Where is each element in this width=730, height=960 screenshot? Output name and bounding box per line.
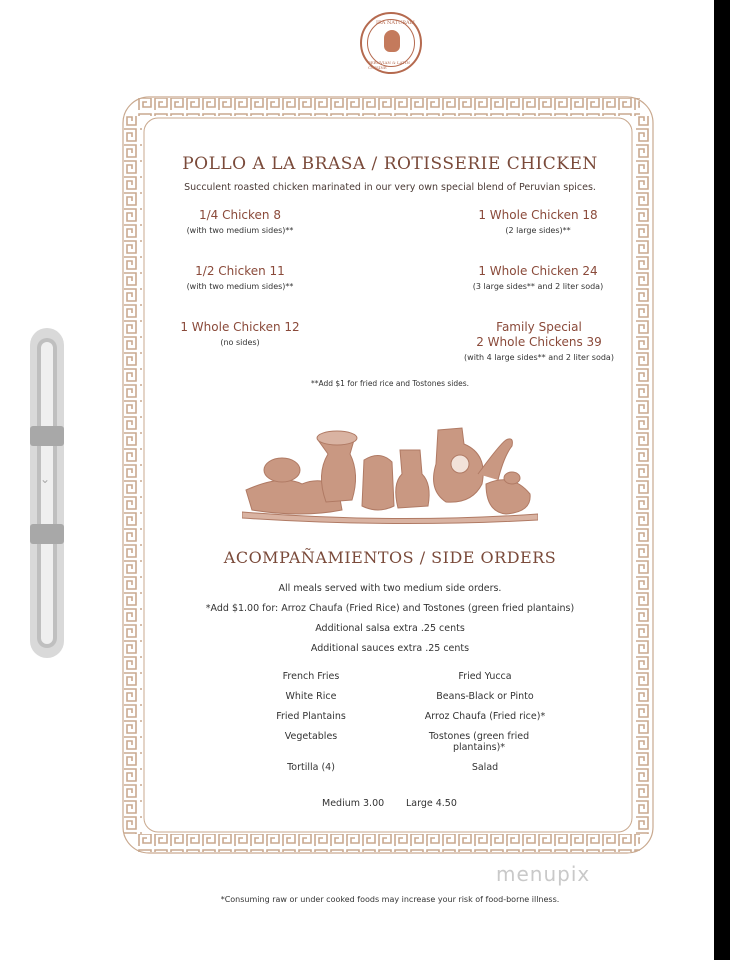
item-name: 1 Whole Chicken 24 — [478, 264, 598, 278]
side-item: Beans-Black or Pinto — [436, 691, 534, 702]
menu-item — [448, 208, 628, 235]
side-item: White Rice — [285, 691, 337, 702]
restaurant-logo — [360, 12, 422, 74]
price-medium: Medium 3.00 — [322, 798, 385, 809]
watermark: menupix — [496, 862, 591, 886]
item-name: 1/4 Chicken 8 — [198, 208, 281, 222]
side-item: Salad — [471, 762, 499, 773]
item-note: (no sides) — [220, 338, 260, 347]
side-item: Tortilla (4) — [287, 762, 335, 773]
section-subtitle-chicken: Succulent roasted chicken marinated in our very own special blend of Peruvian spices. — [184, 182, 596, 193]
item-name: Family Special — [496, 320, 582, 334]
scrollbar[interactable] — [30, 328, 64, 658]
side-item: Vegetables — [284, 731, 338, 742]
side-item: Fried Plantains — [276, 711, 346, 722]
menu-item-family-special — [440, 320, 638, 362]
item-name: 1/2 Chicken 11 — [195, 264, 285, 278]
side-item: Fried Yucca — [458, 671, 512, 682]
item-name: 1 Whole Chicken 12 — [180, 320, 300, 334]
logo-top-text: IRA NATURALI — [376, 20, 415, 26]
logo-bottom-text: PERUVIAN & LATIN CUISINE — [368, 60, 411, 70]
menu-item — [160, 264, 320, 291]
section-title-chicken: POLLO A LA BRASA / ROTISSERIE CHICKEN — [182, 154, 598, 174]
pottery-illustration — [242, 414, 538, 526]
side-item: French Fries — [282, 671, 340, 682]
sides-info-line: Additional sauces extra .25 cents — [310, 643, 470, 654]
scroll-track-inner — [41, 342, 53, 644]
item-note: (2 large sides)** — [505, 226, 571, 235]
chevron-down-icon: ⌄ — [40, 472, 51, 486]
scroll-handle-bottom[interactable] — [30, 524, 64, 544]
scroll-handle-top[interactable] — [30, 426, 64, 446]
right-edge-bar — [714, 0, 730, 960]
item-name: 1 Whole Chicken 18 — [478, 208, 598, 222]
item-note: (with 4 large sides** and 2 liter soda) — [464, 353, 614, 362]
side-item: Tostones (green fried plantains)* — [428, 731, 530, 753]
sides-info-line: All meals served with two medium side orders. — [278, 583, 502, 594]
footnote-sides: **Add $1 for fried rice and Tostones sides. — [310, 379, 470, 388]
price-large: Large 4.50 — [406, 798, 457, 809]
logo-emblem — [384, 30, 400, 52]
side-item: Arroz Chaufa (Fried rice)* — [424, 711, 546, 722]
item-note: (3 large sides** and 2 liter soda) — [472, 282, 604, 291]
footer-disclaimer: *Consuming raw or under cooked foods may increase your risk of food-borne illness. — [220, 895, 560, 904]
menu-item — [160, 208, 320, 235]
item-note: (with two medium sides)** — [186, 226, 294, 235]
menu-item — [440, 264, 636, 291]
item-name-line2: 2 Whole Chickens 39 — [476, 335, 602, 349]
scroll-track[interactable] — [37, 338, 57, 648]
sides-info-line: *Add $1.00 for: Arroz Chaufa (Fried Rice) and Tostones (green fried plantains) — [205, 603, 575, 614]
sides-info-line: Additional salsa extra .25 cents — [315, 623, 465, 634]
section-title-sides: ACOMPAÑAMIENTOS / SIDE ORDERS — [223, 548, 557, 567]
menu-item — [160, 320, 320, 347]
item-note: (with two medium sides)** — [186, 282, 294, 291]
